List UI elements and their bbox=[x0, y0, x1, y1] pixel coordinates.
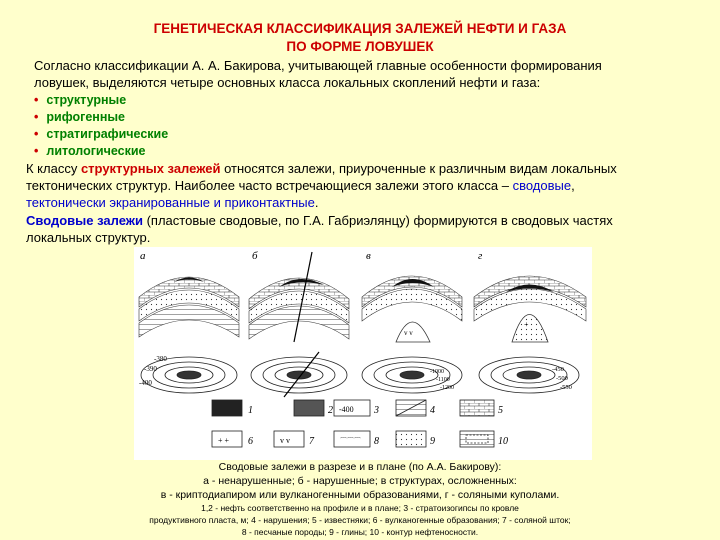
faulted-term: тектонически экранированные и приконтактные bbox=[26, 195, 315, 210]
panel-label-b: б bbox=[252, 250, 258, 262]
contour-label: -390 bbox=[144, 365, 157, 373]
contour-label: -450 bbox=[552, 366, 564, 373]
legend-caption bbox=[0, 502, 720, 538]
arched-paragraph: Сводовые залежи (пластовые сводовые, по Г.А. Габриэлянцу) формируются в сводовых частях локальных структур. bbox=[26, 213, 613, 245]
bullet-icon: • bbox=[34, 110, 39, 124]
contour-label: -400 bbox=[139, 379, 152, 387]
panel-label-a: а bbox=[140, 250, 146, 262]
intro-text bbox=[34, 57, 694, 91]
bullet-icon: • bbox=[34, 93, 39, 107]
svg-text:1: 1 bbox=[248, 405, 253, 416]
svg-text:+ +: + + bbox=[218, 436, 230, 445]
arched-term: сводовые bbox=[512, 178, 572, 193]
contour-label: -550 bbox=[560, 384, 572, 391]
contour-label: -1000 bbox=[430, 369, 444, 375]
structural-term: структурных залежей bbox=[80, 161, 221, 176]
svg-text:5: 5 bbox=[498, 405, 503, 416]
svg-text:9: 9 bbox=[430, 436, 435, 447]
title-line-1: ГЕНЕТИЧЕСКАЯ КЛАССИФИКАЦИЯ ЗАЛЕЖЕЙ НЕФТИ И ГАЗА bbox=[153, 21, 567, 36]
caption-line-5: продуктивного пласта, м; 4 - нарушения; 5 - известняки; 6 - вулканогенные образования; 7 - соляной шток; bbox=[149, 515, 571, 525]
caption-line-1: Сводовые залежи в разрезе и в плане (по А.А. Бакирову): bbox=[218, 461, 502, 473]
intro-line-2: ловушек, выделяются четыре основных класса локальных скоплений нефти и газа: bbox=[34, 75, 541, 90]
figure-caption bbox=[0, 460, 720, 502]
deposits-figure bbox=[134, 247, 592, 460]
svg-text:v v: v v bbox=[404, 329, 413, 337]
list-item: • рифогенные bbox=[34, 110, 126, 124]
list-item: • литологические bbox=[34, 144, 146, 158]
panel-v-section bbox=[362, 250, 462, 342]
caption-line-3: в - криптодиапиром или вулканогенными образованиями, г - соляными куполами. bbox=[160, 489, 560, 501]
svg-text:6: 6 bbox=[248, 436, 253, 447]
contour-label: -380 bbox=[154, 355, 167, 363]
intro-line-1: Согласно классификации А. А. Бакирова, учитывающей главные особенности формирования bbox=[34, 58, 602, 73]
caption-line-2: а - ненарушенные; б - нарушенные; в структурах, осложненных: bbox=[203, 475, 517, 487]
list-item: • стратиграфические bbox=[34, 127, 169, 141]
contour-label: -1200 bbox=[440, 385, 454, 391]
svg-text:3: 3 bbox=[374, 405, 379, 416]
class-list bbox=[34, 92, 168, 160]
contour-label: -1100 bbox=[436, 377, 450, 383]
svg-text:+: + bbox=[524, 320, 529, 329]
svg-text:10: 10 bbox=[498, 436, 508, 447]
bullet-icon: • bbox=[34, 127, 39, 141]
svg-text:⌒⌒⌒: ⌒⌒⌒ bbox=[340, 437, 361, 445]
panel-label-g: г bbox=[478, 250, 483, 262]
panel-label-v: в bbox=[366, 250, 371, 262]
svg-text:7: 7 bbox=[309, 436, 314, 447]
panel-g-section bbox=[474, 250, 586, 342]
panel-a-section bbox=[139, 250, 239, 337]
deposits-diagram bbox=[134, 247, 592, 460]
svg-text:8: 8 bbox=[374, 436, 379, 447]
caption-line-6: 8 - песчаные породы; 9 - глины; 10 - контур нефтеносности. bbox=[241, 527, 479, 537]
bullet-icon: • bbox=[34, 144, 39, 158]
panel-b-section bbox=[249, 250, 349, 342]
svg-text:4: 4 bbox=[430, 405, 435, 416]
page-title bbox=[0, 20, 720, 56]
panel-b-plan bbox=[251, 352, 347, 397]
legend-box-text: -400 bbox=[339, 405, 354, 414]
structural-paragraph: К классу структурных залежей относятся залежи, приуроченные к различным видам локальных тектонических структур. Наиболее часто встречающиеся залежи этого класса – сводовые, тектонически экранированные и приконтактные. bbox=[26, 161, 617, 210]
svg-text:v v: v v bbox=[280, 436, 290, 445]
title-line-2: ПО ФОРМЕ ЛОВУШЕК bbox=[286, 39, 434, 54]
caption-line-4: 1,2 - нефть соответственно на профиле и в плане; 3 - стратоизогипсы по кровле bbox=[201, 503, 519, 513]
list-item: • структурные bbox=[34, 93, 127, 107]
arched-deposits-term: Сводовые залежи bbox=[26, 213, 143, 228]
contour-label: -500 bbox=[556, 375, 568, 382]
svg-text:2: 2 bbox=[328, 405, 333, 416]
